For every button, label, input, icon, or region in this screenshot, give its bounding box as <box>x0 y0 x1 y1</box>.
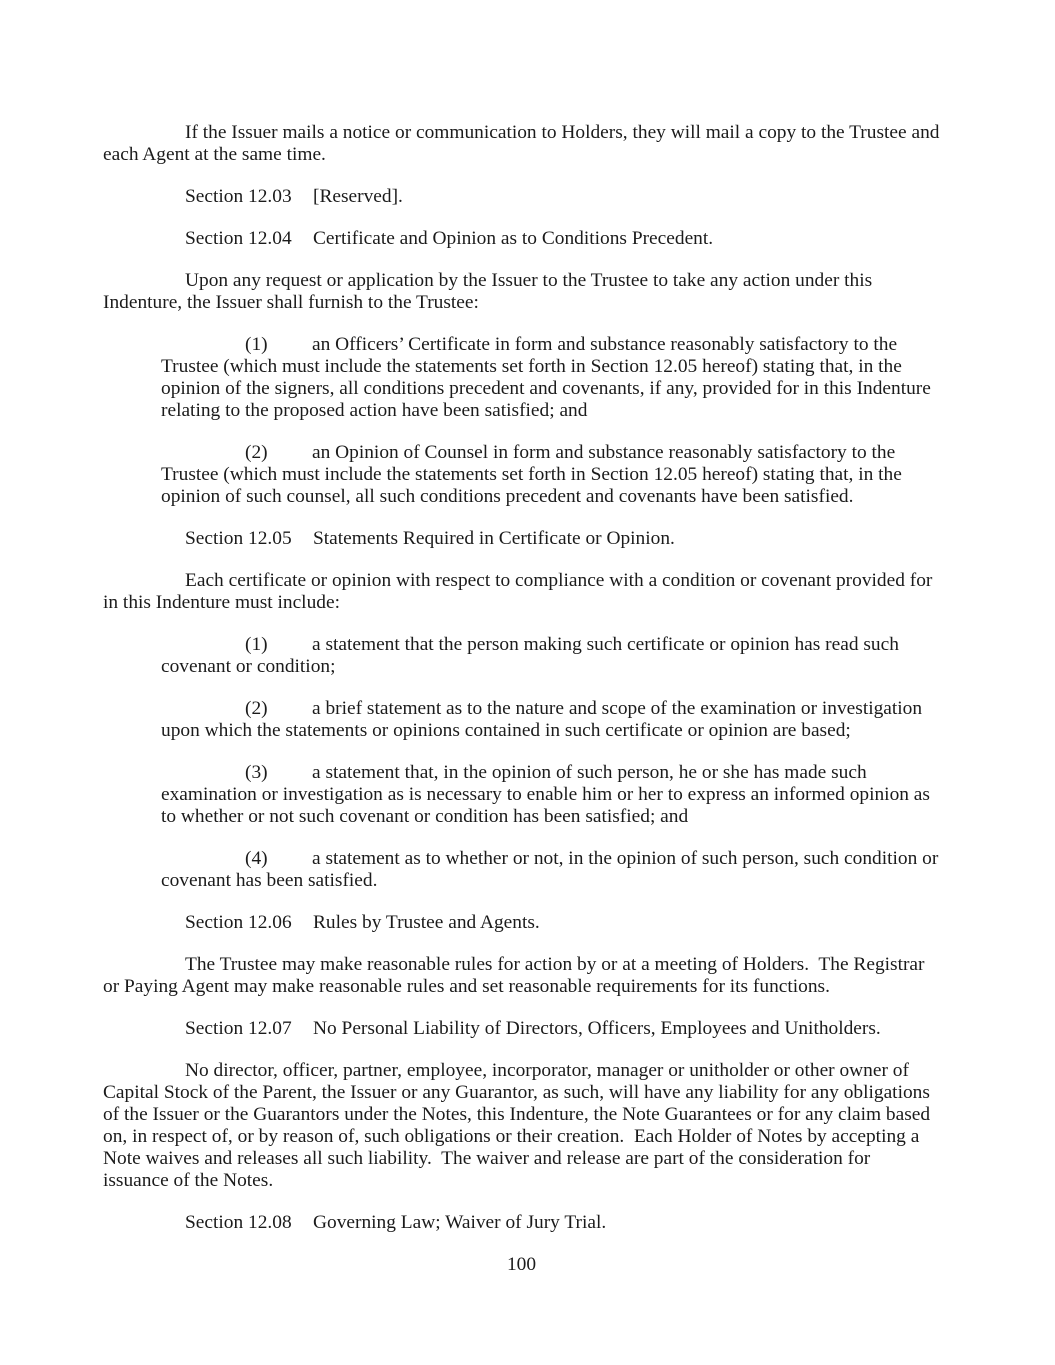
paragraph-upon-request: Upon any request or application by the Issuer to the Trustee to take any action under this Indenture, the Issuer shall furnish to the Trustee: <box>103 270 877 313</box>
section-heading-12-04 <box>103 228 940 250</box>
list-item-number: (1) <box>245 634 268 655</box>
section-title-12-06: Rules by Trustee and Agents. <box>313 912 540 933</box>
list-item-1205-3 <box>161 762 940 828</box>
list-item-1205-1 <box>161 634 940 678</box>
section-heading-12-03 <box>103 186 940 208</box>
list-item-text: a statement that, in the opinion of such person, he or she has made such examination or investigation as is necessary to enable him or her to express an informed opinion as to whether or not such covenant or condition has been satisfied; and <box>161 762 935 827</box>
section-title-12-08: Governing Law; Waiver of Jury Trial. <box>313 1212 607 1233</box>
section-heading-12-07 <box>103 1018 940 1040</box>
list-item-1204-2 <box>161 442 940 508</box>
section-number-12-06: Section 12.06 <box>185 912 292 933</box>
section-title-12-03: [Reserved]. <box>313 186 403 207</box>
section-heading-12-06 <box>103 912 940 934</box>
section-number-12-04: Section 12.04 <box>185 228 292 249</box>
list-item-text: an Officers’ Certificate in form and substance reasonably satisfactory to the Trustee (which must include the statements set forth in Section 12.05 hereof) stating that, in the opinion of the signers, all conditions precedent and covenants, if any, provided for in this Indenture relating to the proposed action have been satisfied; and <box>161 334 936 421</box>
list-item-text: a brief statement as to the nature and scope of the examination or investigation upon which the statements or opinions contained in such certificate or opinion are based; <box>161 698 927 741</box>
section-number-12-07: Section 12.07 <box>185 1018 292 1039</box>
list-item-text: a statement as to whether or not, in the opinion of such person, such condition or covenant has been satisfied. <box>161 848 944 891</box>
list-item-1204-1 <box>161 334 940 422</box>
list-item-number: (2) <box>245 698 268 719</box>
paragraph-notice-to-holders: If the Issuer mails a notice or communication to Holders, they will mail a copy to the Trustee and each Agent at the same time. <box>103 122 945 165</box>
section-number-12-05: Section 12.05 <box>185 528 292 549</box>
section-title-12-05: Statements Required in Certificate or Opinion. <box>313 528 675 549</box>
list-item-text: an Opinion of Counsel in form and substance reasonably satisfactory to the Trustee (which must include the statements set forth in Section 12.05 hereof) stating that, in the opinion of such counsel, all such conditions precedent and covenants have been satisfied. <box>161 442 907 507</box>
section-title-12-04: Certificate and Opinion as to Conditions Precedent. <box>313 228 714 249</box>
section-number-12-03: Section 12.03 <box>185 186 292 207</box>
list-item-number: (3) <box>245 762 268 783</box>
section-number-12-08: Section 12.08 <box>185 1212 292 1233</box>
section-heading-12-08 <box>103 1212 940 1234</box>
section-heading-12-05 <box>103 528 940 550</box>
page-number: 100 <box>506 1254 537 1275</box>
list-item-text: a statement that the person making such certificate or opinion has read such covenant or condition; <box>161 634 904 677</box>
list-item-1205-4 <box>161 848 944 892</box>
paragraph-trustee-rules: The Trustee may make reasonable rules for action by or at a meeting of Holders. The Registrar or Paying Agent may make reasonable rules and set reasonable requirements for its functions. <box>103 954 930 997</box>
list-item-number: (1) <box>245 334 268 355</box>
list-item-number: (2) <box>245 442 268 463</box>
paragraph-each-certificate: Each certificate or opinion with respect to compliance with a condition or covenant provided for in this Indenture must include: <box>103 570 938 613</box>
list-item-1205-2 <box>161 698 940 742</box>
paragraph-no-personal-liability: No director, officer, partner, employee, incorporator, manager or unitholder or other owner of Capital Stock of the Parent, the Issuer or any Guarantor, as such, will have any liability for any obligations of the Issuer or the Guarantors under the Notes, this Indenture, the Note Guarantees or for any claim based on, in respect of, or by reason of, such obligations or their creation. Each Holder of Notes by accepting a Note waives and releases all such liability. The waiver and release are part of the consideration for issuance of the Notes. <box>103 1060 935 1191</box>
list-item-number: (4) <box>245 848 268 869</box>
section-title-12-07: No Personal Liability of Directors, Officers, Employees and Unitholders. <box>313 1018 881 1039</box>
